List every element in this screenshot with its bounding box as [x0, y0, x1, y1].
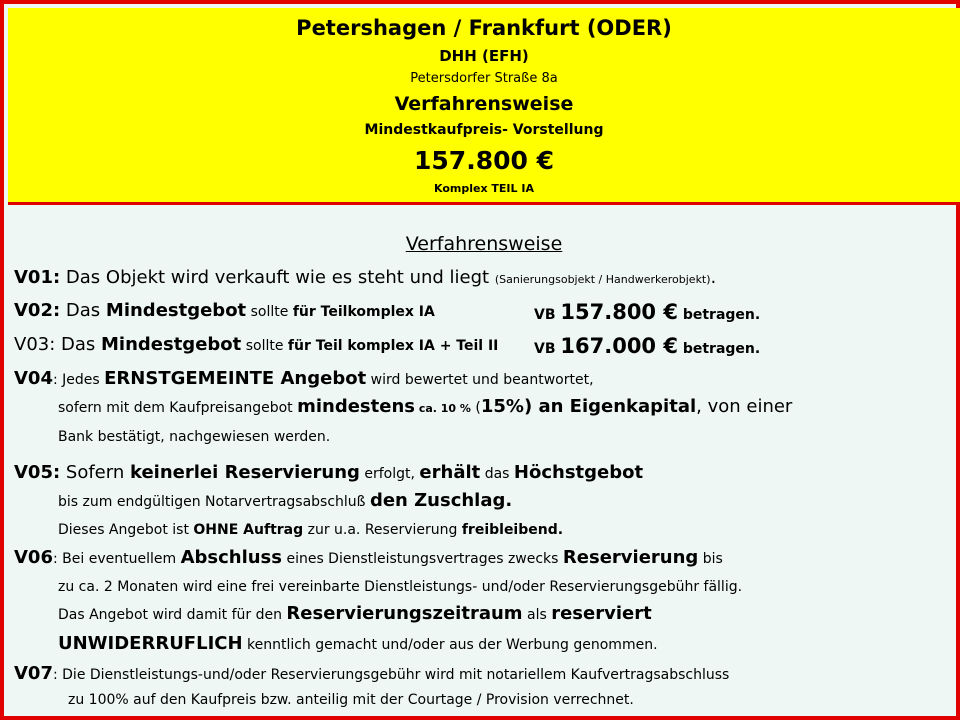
v03-d: für Teil komplex IA + Teil II — [287, 338, 499, 354]
v06-l1c: eines Dienstleistungsvertrages zwecks — [282, 551, 563, 567]
v05-l1a: Sofern — [60, 462, 130, 483]
v05-l3a: Dieses Angebot ist — [58, 522, 194, 538]
v04-l2b: mindestens — [297, 396, 415, 417]
v02-mindestgebot: Mindestgebot — [105, 300, 247, 321]
v02-c: sollte — [246, 304, 293, 320]
v02-a: Das — [60, 300, 106, 321]
v02-line — [14, 300, 954, 324]
v05-line-2 — [58, 492, 512, 510]
v04-line-2 — [58, 398, 792, 416]
v04-l2a: sofern mit dem Kaufpreisangebot — [58, 400, 298, 416]
v07-l1: : Die Dienstleistungs-und/oder Reservierungsgebühr wird mit notariellem Kaufvertragsabschluss — [52, 667, 730, 683]
v03-vb: VB — [534, 341, 561, 357]
header-banner — [8, 8, 960, 205]
v05-l1d: erhält — [419, 462, 481, 483]
v05-l1b: keinerlei Reservierung — [129, 462, 360, 483]
v01-note: (Sanierungsobjekt / Handwerkerobjekt) — [494, 273, 711, 286]
v06-line-2: zu ca. 2 Monaten wird eine frei vereinbarte Dienstleistungs- und/oder Reservierungsgebühr fällig. — [58, 579, 743, 595]
v05-l1f: Höchstgebot — [513, 462, 644, 483]
title: Petershagen / Frankfurt (ODER) — [296, 16, 672, 40]
v02-vb: VB — [534, 307, 561, 323]
v06-line-3 — [58, 605, 652, 623]
v04-l2d: ( — [470, 400, 481, 416]
content-body — [8, 205, 960, 720]
v06-l3d: reserviert — [551, 603, 652, 624]
v06-l1a: : Bei eventuellem — [52, 551, 181, 567]
v06-line-4 — [58, 635, 658, 653]
v02-code: V02: — [14, 300, 61, 321]
v05-l2a: bis zum endgültigen Notarvertragsabschluß — [58, 494, 370, 510]
v04-line-1 — [14, 370, 594, 388]
v04-l2f: an Eigenkapital — [532, 396, 697, 417]
v01-code: V01: — [14, 267, 61, 288]
v03-end: betragen. — [677, 341, 761, 357]
v05-l3b: OHNE Auftrag — [193, 522, 304, 538]
v04-l2e: 15%) — [480, 396, 533, 417]
v04-code: V04 — [14, 368, 53, 389]
min-price-label: Mindestkaufpreis- Vorstellung — [364, 122, 604, 138]
v03-line — [14, 334, 954, 358]
v05-line-1 — [14, 464, 643, 482]
v03-mindestgebot: Mindestgebot — [101, 334, 242, 355]
v03-code: V03 — [14, 334, 50, 355]
v03-c: sollte — [241, 338, 288, 354]
v02-end: betragen. — [677, 307, 761, 323]
v05-l1c: erfolgt, — [359, 466, 420, 482]
v03-a: : Das — [49, 334, 101, 355]
v06-l4a: UNWIDERRUFLICH — [58, 633, 243, 654]
v02-d: für Teilkomplex IA — [292, 304, 435, 320]
v04-line-3: Bank bestätigt, nachgewiesen werden. — [58, 429, 331, 445]
v06-l1d: Reservierung — [562, 547, 699, 568]
v04-l1b: ERNSTGEMEINTE Angebot — [104, 368, 367, 389]
v04-l2g: , von einer — [696, 396, 793, 417]
v05-l3c: zur u.a. Reservierung — [303, 522, 462, 538]
section-heading: Verfahrensweise — [405, 233, 563, 255]
v02-price: 157.800 € — [560, 300, 678, 324]
v01-line — [14, 269, 716, 287]
v02-vb-group — [534, 302, 760, 323]
v06-l3a: Das Angebot wird damit für den — [58, 607, 287, 623]
property-type: DHH (EFH) — [439, 47, 529, 65]
v06-line-1 — [14, 549, 723, 567]
v05-line-3 — [58, 523, 563, 537]
procedure-title: Verfahrensweise — [394, 93, 574, 115]
v04-l2c: ca. 10 % — [414, 402, 471, 415]
v06-l4b: kenntlich gemacht und/oder aus der Werbung genommen. — [242, 637, 658, 653]
price: 157.800 € — [414, 146, 554, 175]
v07-line-2: zu 100% auf den Kaufpreis bzw. anteilig mit der Courtage / Provision verrechnet. — [68, 692, 634, 708]
v05-code: V05: — [14, 462, 61, 483]
address: Petersdorfer Straße 8a — [410, 71, 558, 86]
v06-l1b: Abschluss — [180, 547, 282, 568]
v03-vb-group — [534, 336, 760, 357]
complex-label: Komplex TEIL IA — [434, 182, 534, 195]
v05-l1e: das — [480, 466, 514, 482]
v06-code: V06 — [14, 547, 53, 568]
v03-price: 167.000 € — [560, 334, 678, 358]
v06-l3b: Reservierungszeitraum — [286, 603, 523, 624]
v05-l2b: den Zuschlag. — [369, 490, 513, 511]
v06-l1e: bis — [698, 551, 723, 567]
v05-l3d: freibleibend. — [461, 522, 564, 538]
v01-end: . — [710, 267, 717, 288]
v04-l1c: wird bewertet und beantwortet, — [366, 372, 594, 388]
v04-l1a: : Jedes — [52, 372, 105, 388]
v01-text: Das Objekt wird verkauft wie es steht und liegt — [60, 267, 495, 288]
v06-l3c: als — [522, 607, 552, 623]
v07-line-1 — [14, 665, 729, 683]
v07-code: V07 — [14, 663, 53, 684]
